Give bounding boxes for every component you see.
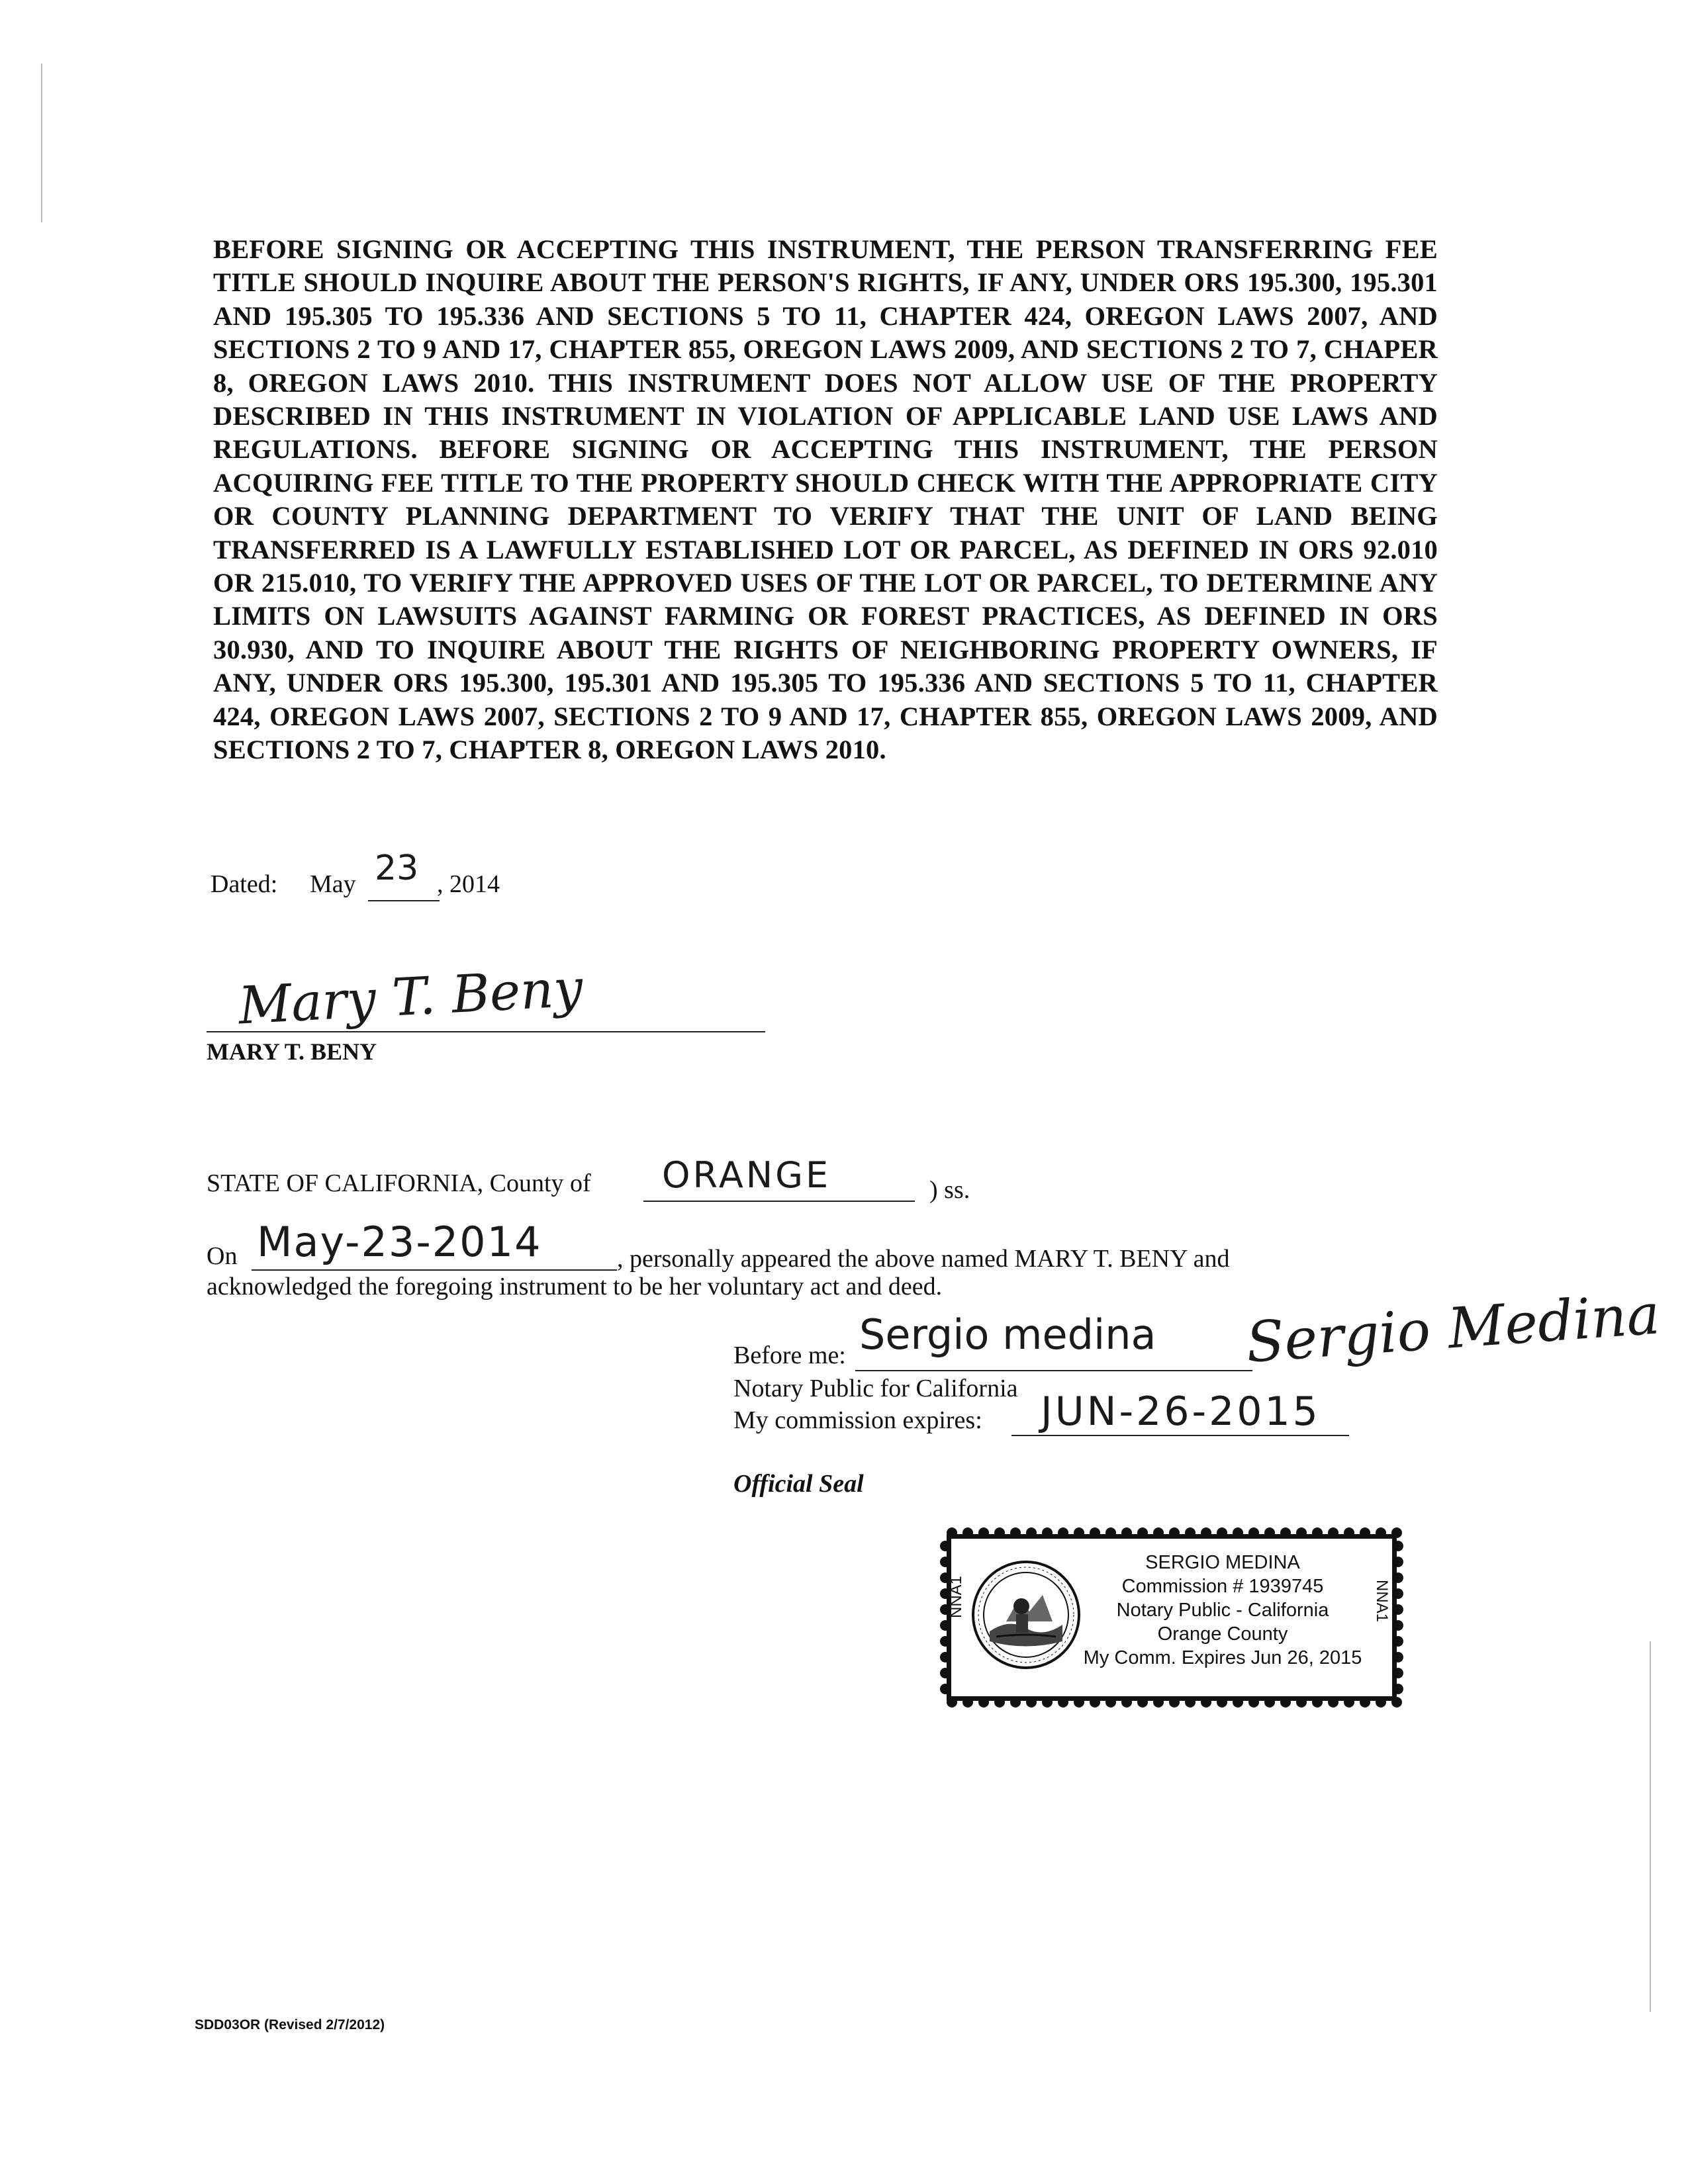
signature-line: [207, 1031, 765, 1032]
notary-seal-stamp: [947, 1534, 1397, 1701]
commission-expires-handwritten: JUN-26-2015: [1041, 1388, 1321, 1435]
seal-line: Orange County: [1157, 1623, 1288, 1645]
on-label: On: [207, 1242, 238, 1270]
notary-public-label: Notary Public for California: [733, 1375, 1018, 1402]
commission-expires-underline: [1011, 1435, 1349, 1436]
dated-month: May: [310, 870, 356, 898]
seal-line: SERGIO MEDINA: [1145, 1552, 1300, 1573]
signer-printed-name: MARY T. BENY: [207, 1038, 377, 1065]
before-me-underline: [855, 1370, 1252, 1371]
commission-expires-label: My commission expires:: [733, 1406, 982, 1434]
ack-line2: acknowledged the foregoing instrument to be her voluntary act and deed.: [207, 1273, 943, 1300]
seal-text-block: [1077, 1551, 1368, 1670]
dated-day-handwritten: 23: [375, 848, 419, 888]
ss-label: ) ss.: [929, 1176, 970, 1204]
california-state-seal-icon: [970, 1559, 1082, 1671]
dated-day-underline: [368, 900, 440, 901]
land-use-warning-paragraph: BEFORE SIGNING OR ACCEPTING THIS INSTRUMENT, THE PERSON TRANSFERRING FEE TITLE SHOULD INQUIRE ABOUT THE PERSON'S RIGHTS, IF ANY, UNDER ORS 195.300, 195.301 AND 195.305 TO 195.336 AND SECTIONS 5 TO 11, CHAPTER 424, OREGON LAWS 2007, AND SECTIONS 2 TO 9 AND 17, CHAPTER 855, OREGON LAWS 2009, AND SECTIONS 2 TO 7, CHAPER 8, OREGON LAWS 2010. THIS INSTRUMENT DOES NOT ALLOW USE OF THE PROPERTY DESCRIBED IN THIS INSTRUMENT IN VIOLATION OF APPLICABLE LAND USE LAWS AND REGULATIONS. BEFORE SIGNING OR ACCEPTING THIS INSTRUMENT, THE PERSON ACQUIRING FEE TITLE TO THE PROPERTY SHOULD CHECK WITH THE APPROPRIATE CITY OR COUNTY PLANNING DEPARTMENT TO VERIFY THAT THE UNIT OF LAND BEING TRANSFERRED IS A LAWFULLY ESTABLISHED LOT OR PARCEL, AS DEFINED IN ORS 92.010 OR 215.010, TO VERIFY THE APPROVED USES OF THE LOT OR PARCEL, TO DETERMINE ANY LIMITS ON LAWSUITS AGAINST FARMING OR FOREST PRACTICES, AS DEFINED IN ORS 30.930, AND TO INQUIRE ABOUT THE RIGHTS OF NEIGHBORING PROPERTY OWNERS, IF ANY, UNDER ORS 195.300, 195.301 AND 195.305 TO 195.336 AND SECTIONS 5 TO 11, CHAPTER 424, OREGON LAWS 2007, SECTIONS 2 TO 9 AND 17, CHAPTER 855, OREGON LAWS 2009, AND SECTIONS 2 TO 7, CHAPTER 8, OREGON LAWS 2010.: [213, 234, 1438, 765]
signer-signature-handwritten: Mary T. Beny: [237, 958, 585, 1036]
seal-line: Notary Public - California: [1116, 1600, 1329, 1621]
seal-line: Commission # 1939745: [1121, 1576, 1324, 1597]
scan-edge-left: [41, 64, 42, 222]
before-me-label: Before me:: [733, 1342, 846, 1369]
ack-date-underline: [252, 1269, 617, 1271]
ack-line1-rest: , personally appeared the above named MARY T. BENY and: [617, 1245, 1230, 1273]
notary-signature-handwritten: Sergio Medina: [1244, 1281, 1662, 1375]
dated-label: Dated:: [211, 870, 278, 898]
ack-date-handwritten: May-23-2014: [257, 1218, 542, 1266]
county-handwritten: ORANGE: [662, 1154, 831, 1196]
notary-name-handwritten: Sergio medina: [859, 1310, 1156, 1359]
scan-edge-right: [1650, 1641, 1651, 2012]
state-county-prefix: STATE OF CALIFORNIA, County of: [207, 1169, 591, 1197]
dated-year: , 2014: [437, 870, 500, 898]
official-seal-label: Official Seal: [733, 1470, 864, 1498]
county-underline: [643, 1201, 915, 1202]
form-footer-code: SDD03OR (Revised 2/7/2012): [195, 2017, 385, 2032]
seal-line: My Comm. Expires Jun 26, 2015: [1083, 1647, 1362, 1668]
seal-side-mark-right: NNA1: [1373, 1580, 1391, 1623]
seal-side-mark-left: NNA1: [947, 1575, 965, 1618]
